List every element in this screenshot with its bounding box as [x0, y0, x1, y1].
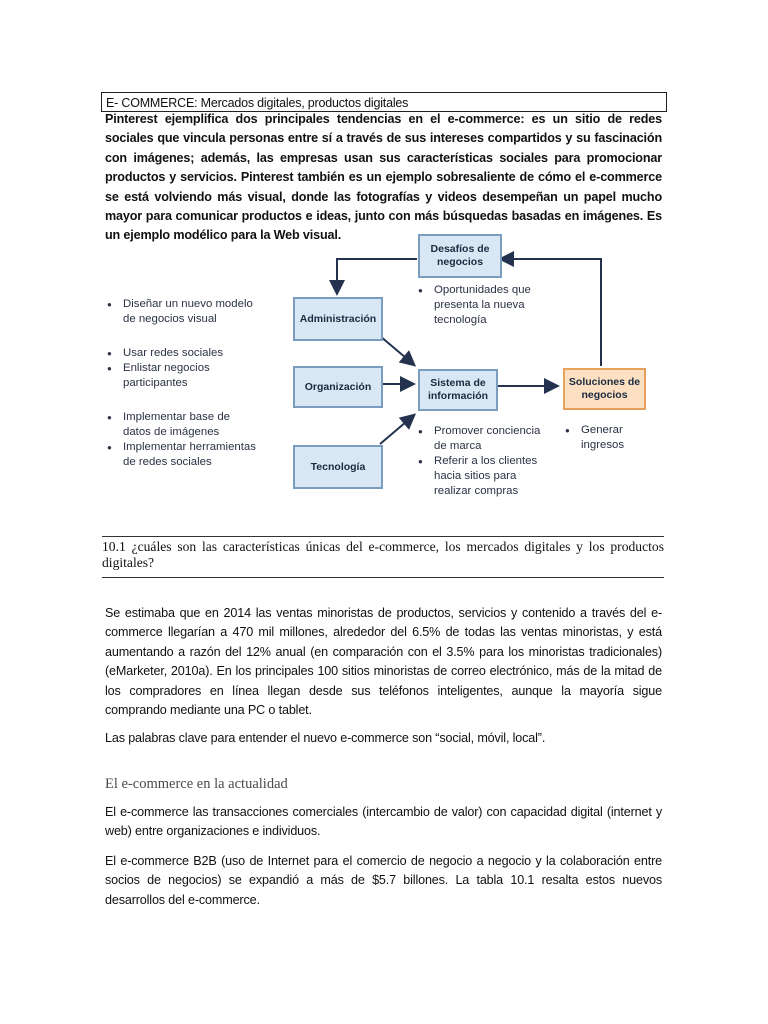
paragraph-definicion: El e-commerce las transacciones comerciales (intercambio de valor) con capacidad digital (internet y web) entre organizaciones e individuos. — [105, 805, 662, 839]
paragraph-palabras-clave: Las palabras clave para entender el nuevo e-commerce son “social, móvil, local”. — [105, 731, 546, 745]
right-bullet — [565, 423, 635, 453]
arrow-tec-sistema — [380, 416, 413, 444]
bullet-item: ● Diseñar un nuevo modelo de negocios visual — [107, 297, 257, 327]
bullet-item: ● Usar redes sociales — [107, 346, 257, 361]
box-administracion: Administración — [293, 297, 383, 341]
arrow-desafios-admin — [337, 259, 417, 292]
section-heading: El e-commerce en la actualidad — [105, 776, 288, 792]
paragraph-b2b: El e-commerce B2B (uso de Internet para el comercio de negocio a negocio y la colaboración entre socios de negocios) se expandió a más de $5.7 billones. La tabla 10.1 resalta estos nuevos desarrollos del e-commerce. — [105, 854, 662, 907]
bullet-item: ● Implementar herramientas de redes sociales — [107, 440, 257, 470]
box-tecnologia: Tecnología — [293, 445, 383, 489]
bullet-item: ● Generar ingresos — [565, 423, 635, 453]
divider-top — [102, 536, 664, 537]
box-soluciones: Soluciones de negocios — [563, 368, 646, 410]
arrow-admin-sistema — [380, 336, 413, 364]
bullet-item: ● Referir a los clientes hacia sitios para realizar compras — [418, 454, 553, 499]
bullet-item: ● Enlistar negocios participantes — [107, 361, 257, 391]
business-diagram — [0, 226, 768, 536]
box-organizacion: Organización — [293, 366, 383, 408]
left-bullets — [107, 297, 257, 470]
paragraph-ventas: Se estimaba que en 2014 las ventas minoristas de productos, servicios y contenido a través del e-commerce llegarían a 470 mil millones, alrededor del 6.5% de todas las ventas minoristas, y está aumentando a razón del 12% anual (en comparación con el 3.5% para los minoristas tradicionales) (eMarketer, 2010a). En los principales 100 sitios minoristas de correo electrónico, más de la mitad de los compradores en línea llegan desde sus teléfonos inteligentes, aunque la mayoría sigue comprando mediante una PC o tablet. — [105, 606, 662, 718]
document-header: E- COMMERCE: Mercados digitales, productos digitales — [101, 92, 667, 112]
bullet-item: ● Promover conciencia de marca — [418, 424, 553, 454]
divider-bottom — [102, 577, 664, 578]
bullet-item: ● Implementar base de datos de imágenes — [107, 410, 257, 440]
box-desafios: Desafíos de negocios — [418, 234, 502, 278]
center-bullets — [418, 424, 553, 499]
box-sistema: Sistema de información — [418, 369, 498, 411]
intro-paragraph: Pinterest ejemplifica dos principales tendencias en el e-commerce: es un sitio de redes sociales que vincula personas entre sí a través de sus intereses compartidos y su fascinación con imágenes; además, las empresas usan sus características sociales para promocionar productos y servicios. Pinterest también es un ejemplo sobresaliente de cómo el e-commerce se está volviendo más visual, donde las fotografías y videos desempeñan un papel mucho mayor para comunicar productos e ideas, junto con más búsquedas basadas en imágenes. Es un ejemplo modélico para la Web visual. — [105, 112, 662, 243]
top-bullet — [418, 283, 548, 328]
bullet-item: ● Oportunidades que presenta la nueva tecnología — [418, 283, 548, 328]
question-10-1: 10.1 ¿cuáles son las características únicas del e-commerce, los mercados digitales y los productos digitales? — [102, 539, 664, 570]
